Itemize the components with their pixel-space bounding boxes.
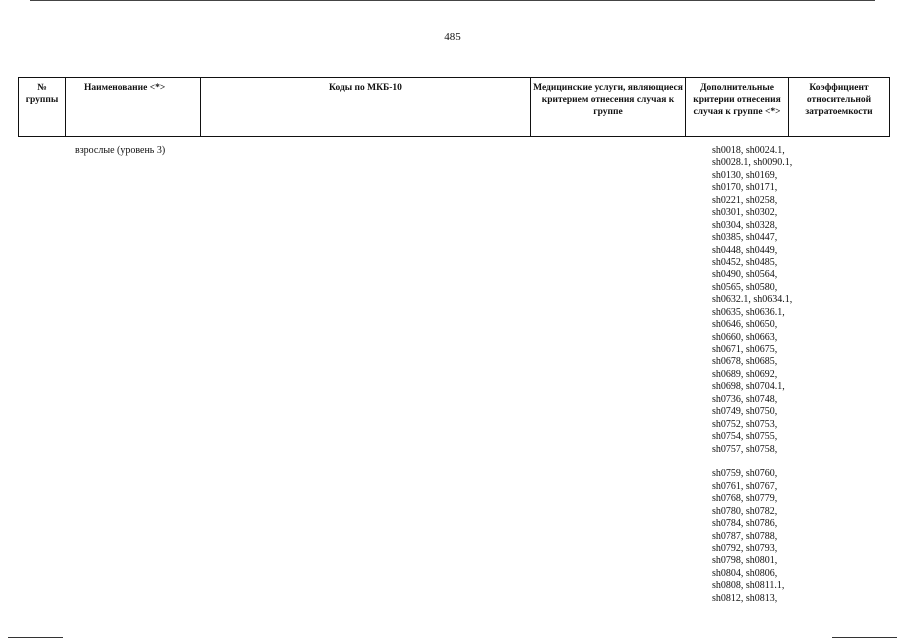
criteria-code-line: sh0780, sh0782, [712, 505, 778, 517]
criteria-code-line: sh0787, sh0788, [712, 530, 778, 542]
criteria-code-line: sh0635, sh0636.1, [712, 306, 785, 318]
criteria-code-line: sh0660, sh0663, [712, 331, 778, 343]
col-group-number: № группы [19, 78, 66, 137]
criteria-code-line: sh0678, sh0685, [712, 356, 778, 368]
page-number: 485 [444, 31, 461, 43]
criteria-code-line: sh0808, sh0811.1, [712, 580, 785, 592]
criteria-code-line: sh0812, sh0813, [712, 592, 778, 604]
criteria-code-line: sh0632.1, sh0634.1, [712, 294, 793, 306]
criteria-code-line: sh0301, sh0302, [712, 207, 778, 219]
criteria-code-line: sh0304, sh0328, [712, 219, 778, 231]
criteria-code-line: sh0490, sh0564, [712, 269, 778, 281]
table-header [18, 77, 890, 137]
top-rule [30, 0, 875, 1]
col-medical-services: Медицинские услуги, являющиеся критерием отнесения случая к группе [531, 78, 686, 137]
criteria-code-line: sh0792, sh0793, [712, 543, 778, 554]
criteria-code-line: sh0646, sh0650, [712, 319, 778, 331]
bottom-rule-right [832, 637, 897, 638]
criteria-code-line: sh0804, sh0806, [712, 567, 778, 579]
criteria-code-line: sh0170, sh0171, [712, 182, 778, 194]
criteria-code-line: sh0736, sh0748, [712, 393, 778, 405]
criteria-code-line: sh0130, sh0169, [712, 169, 778, 181]
criteria-code-line: sh0698, sh0704.1, [712, 381, 785, 393]
row-name: взрослые (уровень 3) [75, 145, 166, 156]
criteria-code-line: sh0018, sh0024.1, [712, 145, 785, 156]
criteria-code-line: sh0028.1, sh0090.1, [712, 157, 793, 169]
criteria-code-line: sh0221, sh0258, [712, 194, 778, 206]
col-icd-codes: Коды по МКБ-10 [201, 78, 531, 137]
criteria-code-line [712, 456, 792, 468]
criteria-code-line: sh0448, sh0449, [712, 244, 778, 256]
criteria-code-line: sh0752, sh0753, [712, 418, 778, 430]
header-row [19, 78, 890, 137]
criteria-code-line: sh0689, sh0692, [712, 368, 778, 380]
criteria-code-line: sh0749, sh0750, [712, 406, 778, 418]
criteria-code-line: sh0452, sh0485, [712, 256, 778, 268]
criteria-code-line: sh0385, sh0447, [712, 232, 778, 244]
criteria-code-line: sh0754, sh0755, [712, 431, 778, 443]
col-name: Наименование <*> [66, 78, 201, 137]
criteria-code-line: sh0759, sh0760, [712, 468, 778, 480]
criteria-code-line: sh0798, sh0801, [712, 555, 778, 567]
criteria-code-line: sh0671, sh0675, [712, 344, 778, 355]
criteria-code-line: sh0784, sh0786, [712, 518, 778, 530]
col-additional-criteria: Дополнительные критерии отнесения случая к группе <*> [686, 78, 789, 137]
criteria-code-line: sh0768, sh0779, [712, 493, 778, 505]
criteria-codes-list [712, 145, 792, 605]
criteria-code-line: sh0761, sh0767, [712, 480, 778, 492]
bottom-rule-left [8, 637, 63, 638]
criteria-code-line: sh0565, sh0580, [712, 281, 778, 293]
col-cost-coefficient: Коэффициент относительной затратоемкости [789, 78, 890, 137]
criteria-code-line: sh0757, sh0758, [712, 443, 778, 455]
